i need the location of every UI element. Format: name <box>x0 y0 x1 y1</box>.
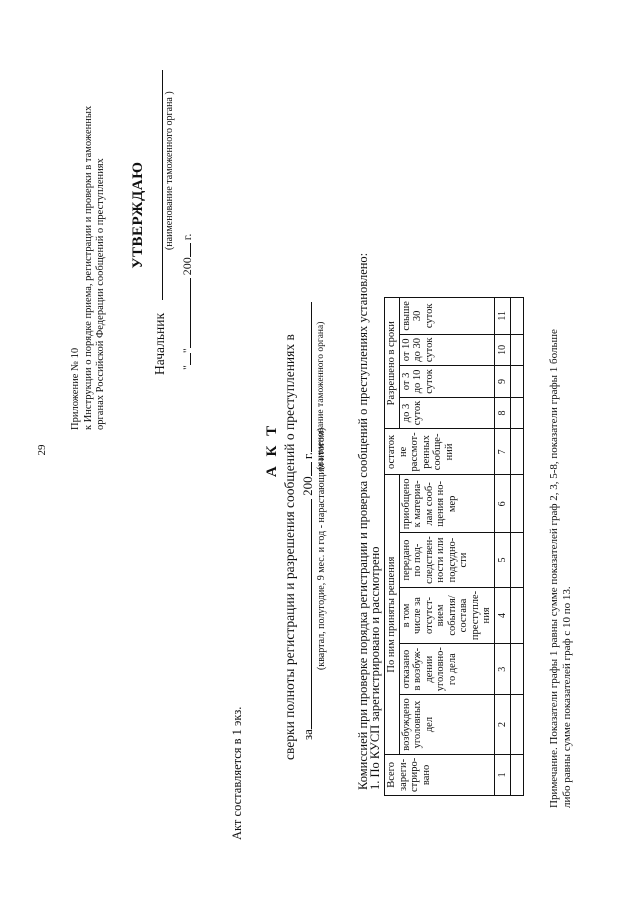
customs-caption: (наименование таможенного органа) <box>316 321 326 470</box>
header-10to30: от 10 до 30 суток <box>399 334 494 366</box>
empty-cell <box>511 587 524 643</box>
approval-title: УТВЕРЖДАЮ <box>130 161 146 269</box>
column-number: 9 <box>494 366 511 398</box>
empty-cell <box>511 475 524 533</box>
kusp-line: 1. По КУСП зарегистрировано и рассмотрено <box>368 546 382 790</box>
empty-cell <box>511 754 524 795</box>
column-number: 1 <box>494 754 511 795</box>
period-year-blank <box>311 462 312 476</box>
appendix-line-1: Приложение № 10 <box>70 347 81 430</box>
empty-cell <box>511 366 524 398</box>
header-3days: до 3 суток <box>399 397 494 429</box>
period-caption: (квартал, полугодие, 9 мес. и год - нарастающим итогом) <box>316 427 327 670</box>
header-decisions-group: По ним приняты решения <box>385 475 400 754</box>
approval-agency-line <box>162 70 163 300</box>
approval-agency-caption: (наименование таможенного органа ) <box>164 91 175 250</box>
approval-chief-label: Начальник <box>152 312 167 375</box>
column-number: 10 <box>494 334 511 366</box>
empty-cell <box>511 533 524 588</box>
copies-note: Акт составляется в 1 экз. <box>230 706 244 840</box>
header-refused: отказано в возбуждении уголовного дела <box>399 644 494 695</box>
period-prefix: за <box>300 729 315 740</box>
column-number: 5 <box>494 533 511 588</box>
column-number: 11 <box>494 298 511 334</box>
data-row <box>511 298 524 796</box>
date-quote-close: " <box>180 348 194 354</box>
period-blank <box>311 499 312 729</box>
date-year: 200 <box>180 257 194 276</box>
document-title: А К Т <box>264 422 280 478</box>
customs-blank <box>311 302 312 452</box>
date-quote-open: " <box>180 365 194 370</box>
period-year: 200 <box>300 476 315 496</box>
year-blank <box>190 243 191 257</box>
statistics-table <box>384 297 524 796</box>
column-number: 7 <box>494 429 511 475</box>
document-subtitle: сверки полноты регистрации и разрешения сообщений о преступлениях в <box>282 334 297 760</box>
column-number: 6 <box>494 475 511 533</box>
header-attached: приобщено к материалам сообщения номер <box>399 475 494 533</box>
column-number: 4 <box>494 587 511 643</box>
column-number: 3 <box>494 644 511 695</box>
page-number: 29 <box>36 444 48 456</box>
appendix-line-2: к Инструкции о порядке приема, регистрации и проверки в таможенных <box>82 105 94 430</box>
approval-date <box>180 234 195 370</box>
header-refused-absence: в том числе за отсутствием события/состава преступления <box>399 587 494 643</box>
column-number: 2 <box>494 695 511 754</box>
empty-cell <box>511 644 524 695</box>
header-initiated: возбуждено уголовных дел <box>399 695 494 754</box>
header-remaining: остаток не рассмотренных сообщений <box>385 429 495 475</box>
empty-cell <box>511 695 524 754</box>
header-total: Всего зарегистрировано <box>385 754 495 795</box>
date-suffix: г. <box>180 233 194 241</box>
header-resolved-group: Разрешено в сроки <box>385 298 400 429</box>
empty-cell <box>511 298 524 334</box>
column-number-row <box>494 298 511 796</box>
header-transferred: передано по подследственности или подсудности <box>399 533 494 588</box>
period-suffix: г. <box>300 451 315 460</box>
commission-text: Комиссией при проверке порядка регистрации и проверка сообщений о преступлениях установлено: <box>356 252 370 790</box>
header-over30: свыше 30 суток <box>399 298 494 334</box>
empty-cell <box>511 429 524 475</box>
appendix-header <box>70 50 108 430</box>
empty-cell <box>511 334 524 366</box>
empty-cell <box>511 397 524 429</box>
header-3to10: от 3 до 10 суток <box>399 366 494 398</box>
column-number: 8 <box>494 397 511 429</box>
appendix-line-3: органах Российской Федерации сообщений о преступлениях <box>95 158 106 430</box>
month-blank <box>190 278 191 348</box>
day-blank <box>190 353 191 365</box>
period-row <box>300 302 316 740</box>
table-note: Примечание. Показатели графы 1 равны сумме показателей граф 2, 3, 5-8, показатели графы 1 больше либо равны сумме показателей граф с 10 по 13. <box>548 329 573 808</box>
